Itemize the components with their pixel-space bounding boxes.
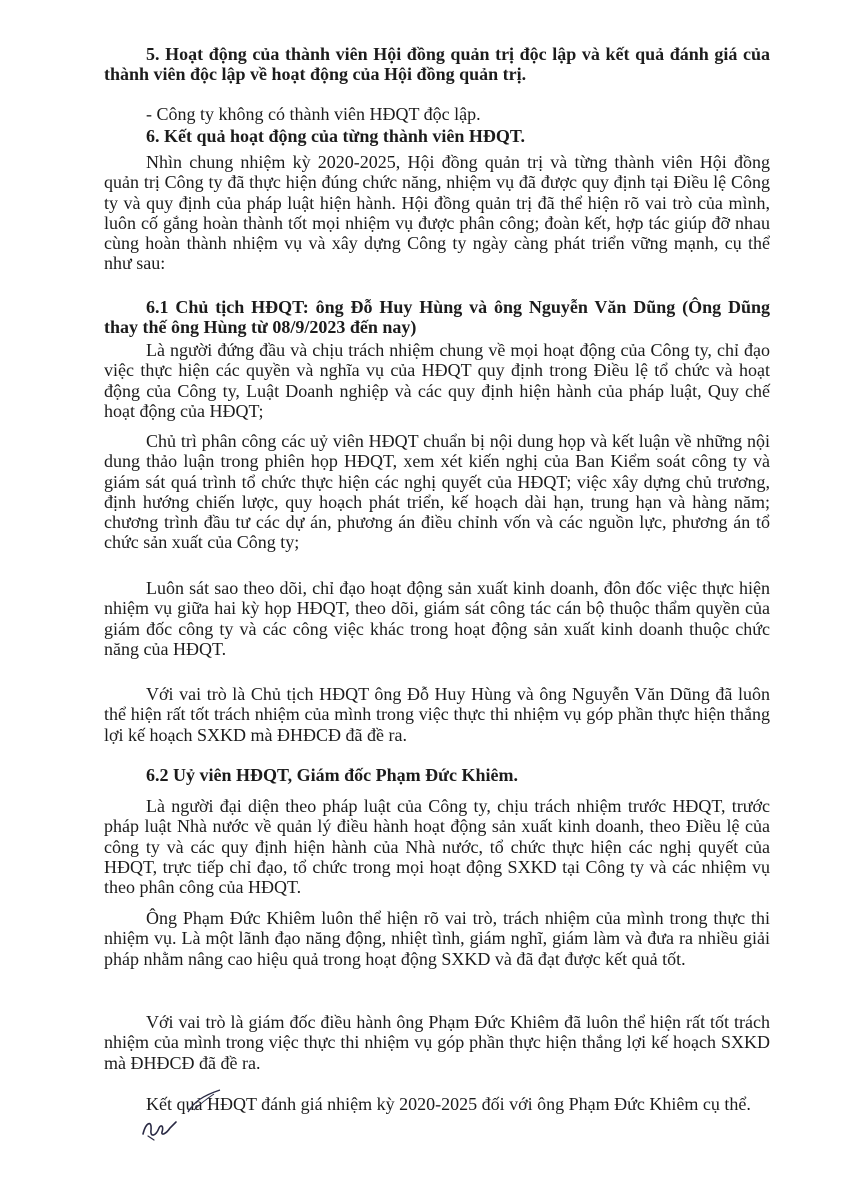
section-5-heading: 5. Hoạt động của thành viên Hội đồng quản trị độc lập và kết quả đánh giá của thành viên độc lập về hoạt động của Hội đồng quản trị. <box>104 44 770 85</box>
handwritten-stroke-icon <box>184 1088 224 1116</box>
section-6-intro: Nhìn chung nhiệm kỳ 2020-2025, Hội đồng quản trị và từng thành viên Hội đồng quản trị Công ty đã thực hiện đúng chức năng, nhiệm vụ đã được quy định tại Điều lệ Công ty và quy định của pháp luật hiện hành. Hội đồng quản trị đã thể hiện rõ vai trò của mình, luôn cố gắng hoàn thành tốt mọi nhiệm vụ được phân công; đoàn kết, hợp tác giúp đỡ nhau cùng hoàn thành nhiệm vụ và xây dựng Công ty ngày càng phát triển vững mạnh, cụ thể như sau: <box>104 152 770 274</box>
section-6-1-heading: 6.1 Chủ tịch HĐQT: ông Đỗ Huy Hùng và ông Nguyễn Văn Dũng (Ông Dũng thay thế ông Hùng từ 08/9/2023 đến nay) <box>104 297 770 338</box>
section-6-2-paragraph-2: Ông Phạm Đức Khiêm luôn thể hiện rõ vai trò, trách nhiệm của mình trong thực thi nhiệm vụ. Là một lãnh đạo năng động, nhiệt tình, giám nghĩ, giám làm và đưa ra nhiều giải pháp nhằm nâng cao hiệu quả trong hoạt động SXKD và đã đạt được kết quả tốt. <box>104 908 770 969</box>
section-6-2-heading: 6.2 Uỷ viên HĐQT, Giám đốc Phạm Đức Khiêm. <box>146 765 518 785</box>
section-6-2-paragraph-3: Với vai trò là giám đốc điều hành ông Phạm Đức Khiêm đã luôn thể hiện rất tốt trách nhiệm của mình trong việc thực thi nhiệm vụ góp phần thực hiện thắng lợi kế hoạch SXKD mà ĐHĐCĐ đã đề ra. <box>104 1012 770 1073</box>
section-6-2-paragraph-4: Kết quả HĐQT đánh giá nhiệm kỳ 2020-2025 đối với ông Phạm Đức Khiêm cụ thể. <box>146 1094 751 1114</box>
section-6-1-paragraph-3: Luôn sát sao theo dõi, chỉ đạo hoạt động sản xuất kinh doanh, đôn đốc việc thực hiện nhiệm vụ giữa hai kỳ họp HĐQT, theo dõi, giám sát công tác cán bộ thuộc thẩm quyền của giám đốc công ty và các công việc khác trong hoạt động sản xuất kinh doanh thuộc chức năng của HĐQT. <box>104 578 770 659</box>
section-6-1-paragraph-2: Chủ trì phân công các uỷ viên HĐQT chuẩn bị nội dung họp và kết luận về những nội dung thảo luận trong phiên họp HĐQT, xem xét kiến nghị của Ban Kiểm soát công ty và giám sát quá trình tổ chức thực hiện các nghị quyết của HĐQT; việc xây dựng chủ trương, định hướng chiến lược, quy hoạch phát triển, kế hoạch dài hạn, trung hạn và hàng năm; chương trình đầu tư các dự án, phương án điều chỉnh vốn và các nguồn lực, phương án tổ chức sản xuất của Công ty; <box>104 431 770 553</box>
section-6-1-paragraph-4: Với vai trò là Chủ tịch HĐQT ông Đỗ Huy Hùng và ông Nguyễn Văn Dũng đã luôn thể hiện rất tốt trách nhiệm của mình trong việc thực thi nhiệm vụ góp phần thực hiện thắng lợi kế hoạch SXKD mà ĐHĐCĐ đã đề ra. <box>104 684 770 745</box>
section-5-note: - Công ty không có thành viên HĐQT độc lập. <box>146 104 481 124</box>
section-6-heading: 6. Kết quả hoạt động của từng thành viên HĐQT. <box>146 126 526 146</box>
section-6-1-paragraph-1: Là người đứng đầu và chịu trách nhiệm chung về mọi hoạt động của Công ty, chỉ đạo việc thực hiện các quyền và nghĩa vụ của HĐQT quy định trong Điều lệ tổ chức và hoạt động của Công ty, Luật Doanh nghiệp và các quy định hiện hành của pháp luật, Quy chế hoạt động của HĐQT; <box>104 340 770 421</box>
section-6-2-paragraph-1: Là người đại diện theo pháp luật của Công ty, chịu trách nhiệm trước HĐQT, trước pháp luật Nhà nước về quản lý điều hành hoạt động sản xuất kinh doanh, theo Điều lệ của công ty và các quy định hiện hành của Nhà nước, tổ chức thực hiện các nghị quyết của HĐQT, trực tiếp chỉ đạo, tổ chức trong mọi hoạt động SXKD tại Công ty và các nhiệm vụ theo phân công của HĐQT. <box>104 796 770 898</box>
initials-signature-icon <box>140 1116 180 1142</box>
